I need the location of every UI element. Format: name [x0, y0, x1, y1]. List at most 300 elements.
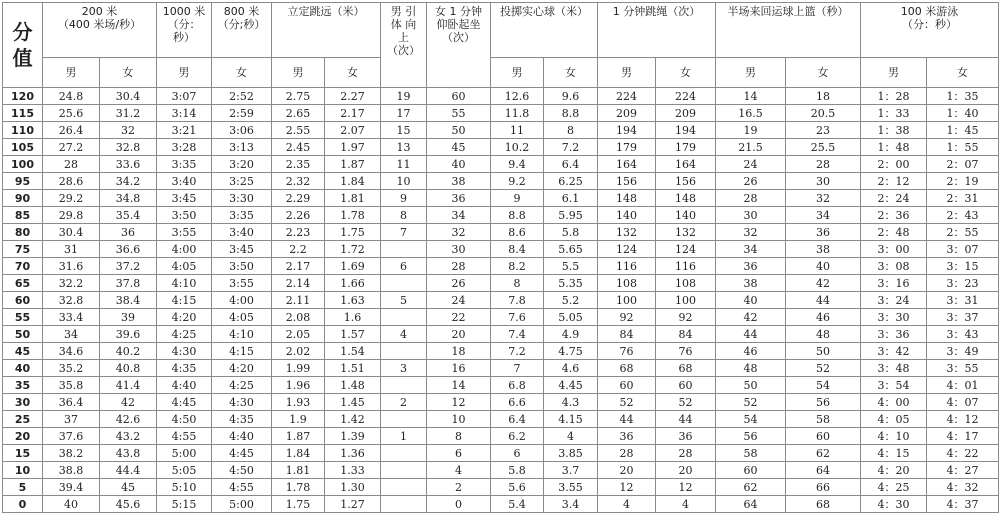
value-cell: 68	[656, 360, 716, 377]
value-cell: 4：37	[927, 496, 999, 513]
value-cell: 4：10	[861, 428, 927, 445]
score-cell: 40	[3, 360, 43, 377]
value-cell: 6	[381, 258, 427, 275]
value-cell: 116	[598, 258, 656, 275]
value-cell: 2.17	[325, 105, 381, 122]
value-cell: 8	[544, 122, 598, 139]
value-cell: 34	[43, 326, 100, 343]
value-cell: 25.6	[43, 105, 100, 122]
value-cell: 156	[598, 173, 656, 190]
value-cell: 4：27	[927, 462, 999, 479]
value-cell: 3:07	[157, 88, 212, 105]
value-cell: 40	[427, 156, 491, 173]
value-cell: 5:00	[157, 445, 212, 462]
value-cell: 1.66	[325, 275, 381, 292]
value-cell: 2：36	[861, 207, 927, 224]
value-cell: 8	[427, 428, 491, 445]
header-sit-ups: 女 1 分钟 仰卧起坐 （次）	[427, 3, 491, 88]
value-cell: 3：31	[927, 292, 999, 309]
value-cell: 37.6	[43, 428, 100, 445]
value-cell: 4：15	[861, 445, 927, 462]
value-cell: 17	[381, 105, 427, 122]
value-cell: 3:30	[212, 190, 272, 207]
value-cell: 38.4	[100, 292, 157, 309]
value-cell: 40	[43, 496, 100, 513]
value-cell: 7.8	[491, 292, 544, 309]
value-cell: 2：12	[861, 173, 927, 190]
table-row	[3, 462, 999, 479]
table-row	[3, 479, 999, 496]
value-cell: 11.8	[491, 105, 544, 122]
value-cell: 2.2	[272, 241, 325, 258]
value-cell: 18	[427, 343, 491, 360]
value-cell: 4:00	[212, 292, 272, 309]
score-cell: 60	[3, 292, 43, 309]
value-cell: 1.69	[325, 258, 381, 275]
table-row	[3, 173, 999, 190]
table-row	[3, 190, 999, 207]
value-cell: 8.8	[544, 105, 598, 122]
value-cell: 39.6	[100, 326, 157, 343]
gender-female-header: 女	[544, 58, 598, 88]
value-cell: 3:55	[212, 275, 272, 292]
value-cell: 45.6	[100, 496, 157, 513]
value-cell: 6.8	[491, 377, 544, 394]
score-cell: 35	[3, 377, 43, 394]
value-cell: 2.45	[272, 139, 325, 156]
value-cell: 1：38	[861, 122, 927, 139]
value-cell	[381, 275, 427, 292]
value-cell: 66	[786, 479, 861, 496]
value-cell: 4	[598, 496, 656, 513]
value-cell: 52	[598, 394, 656, 411]
value-cell: 40	[716, 292, 786, 309]
header-100m-swim: 100 米游泳 （分：秒）	[861, 3, 999, 58]
value-cell: 35.2	[43, 360, 100, 377]
value-cell: 40.2	[100, 343, 157, 360]
value-cell: 124	[656, 241, 716, 258]
value-cell: 2.26	[272, 207, 325, 224]
value-cell: 3:13	[212, 139, 272, 156]
value-cell: 1：35	[927, 88, 999, 105]
value-cell: 4.3	[544, 394, 598, 411]
value-cell: 3：08	[861, 258, 927, 275]
value-cell	[381, 445, 427, 462]
value-cell: 26	[427, 275, 491, 292]
value-cell: 29.2	[43, 190, 100, 207]
value-cell: 30	[716, 207, 786, 224]
value-cell: 38	[427, 173, 491, 190]
value-cell: 52	[786, 360, 861, 377]
value-cell: 5.6	[491, 479, 544, 496]
value-cell: 4.15	[544, 411, 598, 428]
value-cell: 62	[716, 479, 786, 496]
value-cell: 4：25	[861, 479, 927, 496]
table-row	[3, 292, 999, 309]
value-cell: 6.2	[491, 428, 544, 445]
header-pull-ups: 男 引 体 向 上 （次）	[381, 3, 427, 88]
value-cell: 60	[427, 88, 491, 105]
value-cell: 46	[716, 343, 786, 360]
value-cell: 32	[786, 190, 861, 207]
value-cell: 14	[427, 377, 491, 394]
score-cell: 0	[3, 496, 43, 513]
value-cell: 4:15	[157, 292, 212, 309]
value-cell: 4:25	[157, 326, 212, 343]
table-header	[3, 3, 999, 88]
value-cell: 64	[786, 462, 861, 479]
value-cell: 4	[427, 462, 491, 479]
value-cell: 37.2	[100, 258, 157, 275]
value-cell: 5:10	[157, 479, 212, 496]
value-cell: 24.8	[43, 88, 100, 105]
value-cell: 84	[656, 326, 716, 343]
value-cell: 3:14	[157, 105, 212, 122]
value-cell: 7.2	[544, 139, 598, 156]
value-cell: 52	[716, 394, 786, 411]
value-cell: 30	[786, 173, 861, 190]
value-cell: 1	[381, 428, 427, 445]
value-cell: 33.4	[43, 309, 100, 326]
value-cell: 2.35	[272, 156, 325, 173]
value-cell: 10.2	[491, 139, 544, 156]
value-cell: 30.4	[43, 224, 100, 241]
value-cell: 132	[656, 224, 716, 241]
value-cell: 40.8	[100, 360, 157, 377]
value-cell: 2	[381, 394, 427, 411]
header-medicine-ball: 投掷实心球（米）	[491, 3, 598, 58]
value-cell: 1.93	[272, 394, 325, 411]
footnote-cut-off	[6, 510, 436, 517]
value-cell: 52	[656, 394, 716, 411]
value-cell: 2：55	[927, 224, 999, 241]
value-cell: 60	[598, 377, 656, 394]
value-cell: 32	[427, 224, 491, 241]
value-cell: 4:10	[157, 275, 212, 292]
value-cell: 36	[427, 190, 491, 207]
score-cell: 80	[3, 224, 43, 241]
value-cell: 28	[427, 258, 491, 275]
value-cell: 34	[716, 241, 786, 258]
value-cell: 2.65	[272, 105, 325, 122]
value-cell: 1：48	[861, 139, 927, 156]
value-cell: 4：01	[927, 377, 999, 394]
value-cell: 1.39	[325, 428, 381, 445]
value-cell: 32.8	[100, 139, 157, 156]
value-cell: 35.4	[100, 207, 157, 224]
value-cell: 45	[427, 139, 491, 156]
value-cell: 5.65	[544, 241, 598, 258]
value-cell: 9	[381, 190, 427, 207]
table-row	[3, 224, 999, 241]
value-cell: 3.7	[544, 462, 598, 479]
table-row	[3, 411, 999, 428]
value-cell: 4:00	[157, 241, 212, 258]
value-cell: 4.9	[544, 326, 598, 343]
value-cell: 3：48	[861, 360, 927, 377]
value-cell: 3：07	[927, 241, 999, 258]
value-cell: 4:35	[157, 360, 212, 377]
gender-male-header: 男	[598, 58, 656, 88]
value-cell	[381, 411, 427, 428]
value-cell: 4.45	[544, 377, 598, 394]
value-cell: 1：45	[927, 122, 999, 139]
value-cell: 40	[786, 258, 861, 275]
value-cell: 24	[716, 156, 786, 173]
value-cell: 3.85	[544, 445, 598, 462]
value-cell: 38	[786, 241, 861, 258]
value-cell: 2:52	[212, 88, 272, 105]
value-cell: 36.6	[100, 241, 157, 258]
value-cell: 32.2	[43, 275, 100, 292]
value-cell: 3.55	[544, 479, 598, 496]
value-cell: 1.48	[325, 377, 381, 394]
value-cell: 16	[427, 360, 491, 377]
value-cell: 4:05	[157, 258, 212, 275]
value-cell: 1.75	[272, 496, 325, 513]
gender-male-header: 男	[157, 58, 212, 88]
value-cell: 50	[786, 343, 861, 360]
value-cell: 1：33	[861, 105, 927, 122]
value-cell: 30.4	[100, 88, 157, 105]
value-cell: 12	[598, 479, 656, 496]
value-cell: 42	[786, 275, 861, 292]
value-cell: 4：30	[861, 496, 927, 513]
value-cell: 1.84	[272, 445, 325, 462]
value-cell: 2.07	[325, 122, 381, 139]
value-cell: 1.84	[325, 173, 381, 190]
value-cell: 23	[786, 122, 861, 139]
score-cell: 5	[3, 479, 43, 496]
value-cell: 1.36	[325, 445, 381, 462]
value-cell: 3:50	[157, 207, 212, 224]
value-cell: 1.9	[272, 411, 325, 428]
value-cell: 31.2	[100, 105, 157, 122]
value-cell: 2.32	[272, 173, 325, 190]
value-cell: 2.27	[325, 88, 381, 105]
value-cell: 3:40	[212, 224, 272, 241]
value-cell: 13	[381, 139, 427, 156]
value-cell: 45	[100, 479, 157, 496]
value-cell: 25.5	[786, 139, 861, 156]
value-cell: 19	[381, 88, 427, 105]
table-row	[3, 105, 999, 122]
score-table	[2, 2, 999, 513]
value-cell: 18	[786, 88, 861, 105]
value-cell: 2.11	[272, 292, 325, 309]
value-cell: 4:50	[212, 462, 272, 479]
value-cell: 1.81	[325, 190, 381, 207]
value-cell: 1.75	[325, 224, 381, 241]
value-cell: 20	[598, 462, 656, 479]
value-cell: 9	[491, 190, 544, 207]
value-cell: 48	[716, 360, 786, 377]
value-cell: 3：55	[927, 360, 999, 377]
value-cell: 5.35	[544, 275, 598, 292]
value-cell: 156	[656, 173, 716, 190]
value-cell: 35.8	[43, 377, 100, 394]
value-cell: 8.6	[491, 224, 544, 241]
value-cell: 50	[427, 122, 491, 139]
value-cell: 3.4	[544, 496, 598, 513]
value-cell: 34.2	[100, 173, 157, 190]
value-cell: 4	[381, 326, 427, 343]
score-cell: 75	[3, 241, 43, 258]
gender-female-header: 女	[100, 58, 157, 88]
value-cell: 3:28	[157, 139, 212, 156]
value-cell: 5.4	[491, 496, 544, 513]
value-cell: 4:10	[212, 326, 272, 343]
table-body	[3, 88, 999, 513]
value-cell: 2:59	[212, 105, 272, 122]
value-cell: 31.6	[43, 258, 100, 275]
table-row	[3, 360, 999, 377]
value-cell: 5.05	[544, 309, 598, 326]
value-cell: 164	[656, 156, 716, 173]
value-cell: 44.4	[100, 462, 157, 479]
value-cell: 12.6	[491, 88, 544, 105]
value-cell: 3：42	[861, 343, 927, 360]
score-cell: 15	[3, 445, 43, 462]
score-cell: 85	[3, 207, 43, 224]
value-cell: 21.5	[716, 139, 786, 156]
value-cell: 43.8	[100, 445, 157, 462]
value-cell: 50	[716, 377, 786, 394]
value-cell: 3:20	[212, 156, 272, 173]
value-cell: 1.30	[325, 479, 381, 496]
value-cell: 4：00	[861, 394, 927, 411]
value-cell: 5.8	[544, 224, 598, 241]
score-cell: 25	[3, 411, 43, 428]
value-cell: 9.4	[491, 156, 544, 173]
value-cell: 4:55	[212, 479, 272, 496]
value-cell	[381, 241, 427, 258]
value-cell: 4:40	[157, 377, 212, 394]
value-cell: 62	[786, 445, 861, 462]
value-cell: 84	[598, 326, 656, 343]
value-cell: 20	[656, 462, 716, 479]
value-cell: 148	[656, 190, 716, 207]
value-cell: 36	[716, 258, 786, 275]
value-cell	[381, 343, 427, 360]
value-cell: 1.81	[272, 462, 325, 479]
value-cell: 2.29	[272, 190, 325, 207]
value-cell: 100	[656, 292, 716, 309]
table-row	[3, 377, 999, 394]
value-cell: 39	[100, 309, 157, 326]
value-cell: 3:40	[157, 173, 212, 190]
value-cell: 55	[427, 105, 491, 122]
value-cell: 7	[491, 360, 544, 377]
value-cell: 9.2	[491, 173, 544, 190]
value-cell: 38.2	[43, 445, 100, 462]
value-cell: 34	[427, 207, 491, 224]
value-cell: 2.23	[272, 224, 325, 241]
value-cell: 6.4	[491, 411, 544, 428]
score-cell: 10	[3, 462, 43, 479]
score-cell: 95	[3, 173, 43, 190]
value-cell: 15	[381, 122, 427, 139]
value-cell: 3：49	[927, 343, 999, 360]
value-cell: 3：00	[861, 241, 927, 258]
value-cell: 3:45	[212, 241, 272, 258]
score-cell: 45	[3, 343, 43, 360]
value-cell: 1.96	[272, 377, 325, 394]
score-column-header: 分 值	[3, 3, 43, 88]
value-cell: 44	[598, 411, 656, 428]
value-cell: 3:25	[212, 173, 272, 190]
value-cell: 36.4	[43, 394, 100, 411]
value-cell: 16.5	[716, 105, 786, 122]
value-cell: 194	[656, 122, 716, 139]
value-cell: 4:30	[157, 343, 212, 360]
value-cell: 14	[716, 88, 786, 105]
value-cell: 124	[598, 241, 656, 258]
value-cell: 140	[656, 207, 716, 224]
value-cell: 1.42	[325, 411, 381, 428]
value-cell: 5	[381, 292, 427, 309]
value-cell: 26.4	[43, 122, 100, 139]
value-cell: 22	[427, 309, 491, 326]
score-cell: 30	[3, 394, 43, 411]
header-standing-long-jump: 立定跳远（米）	[272, 3, 381, 58]
value-cell: 2.02	[272, 343, 325, 360]
value-cell: 8.2	[491, 258, 544, 275]
value-cell: 2.14	[272, 275, 325, 292]
value-cell: 12	[656, 479, 716, 496]
value-cell: 19	[716, 122, 786, 139]
value-cell: 20	[427, 326, 491, 343]
value-cell: 2：24	[861, 190, 927, 207]
value-cell: 28.6	[43, 173, 100, 190]
gender-male-header: 男	[491, 58, 544, 88]
value-cell: 2.08	[272, 309, 325, 326]
value-cell: 179	[598, 139, 656, 156]
value-cell: 5:15	[157, 496, 212, 513]
value-cell: 54	[716, 411, 786, 428]
value-cell: 4	[544, 428, 598, 445]
value-cell: 11	[381, 156, 427, 173]
value-cell: 4：22	[927, 445, 999, 462]
value-cell: 2.75	[272, 88, 325, 105]
value-cell: 64	[716, 496, 786, 513]
value-cell: 3：16	[861, 275, 927, 292]
value-cell: 43.2	[100, 428, 157, 445]
value-cell: 209	[656, 105, 716, 122]
value-cell: 6.1	[544, 190, 598, 207]
value-cell: 4:15	[212, 343, 272, 360]
table-row	[3, 394, 999, 411]
value-cell: 4：32	[927, 479, 999, 496]
value-cell: 6.4	[544, 156, 598, 173]
score-cell: 65	[3, 275, 43, 292]
table-row	[3, 88, 999, 105]
value-cell: 6.25	[544, 173, 598, 190]
table-row	[3, 122, 999, 139]
value-cell: 6	[491, 445, 544, 462]
gender-female-header: 女	[212, 58, 272, 88]
value-cell: 164	[598, 156, 656, 173]
value-cell: 3：24	[861, 292, 927, 309]
value-cell: 46	[786, 309, 861, 326]
value-cell: 32.8	[43, 292, 100, 309]
value-cell: 2：00	[861, 156, 927, 173]
value-cell: 3:50	[212, 258, 272, 275]
value-cell: 140	[598, 207, 656, 224]
value-cell: 4：12	[927, 411, 999, 428]
value-cell: 76	[656, 343, 716, 360]
value-cell: 4:05	[212, 309, 272, 326]
